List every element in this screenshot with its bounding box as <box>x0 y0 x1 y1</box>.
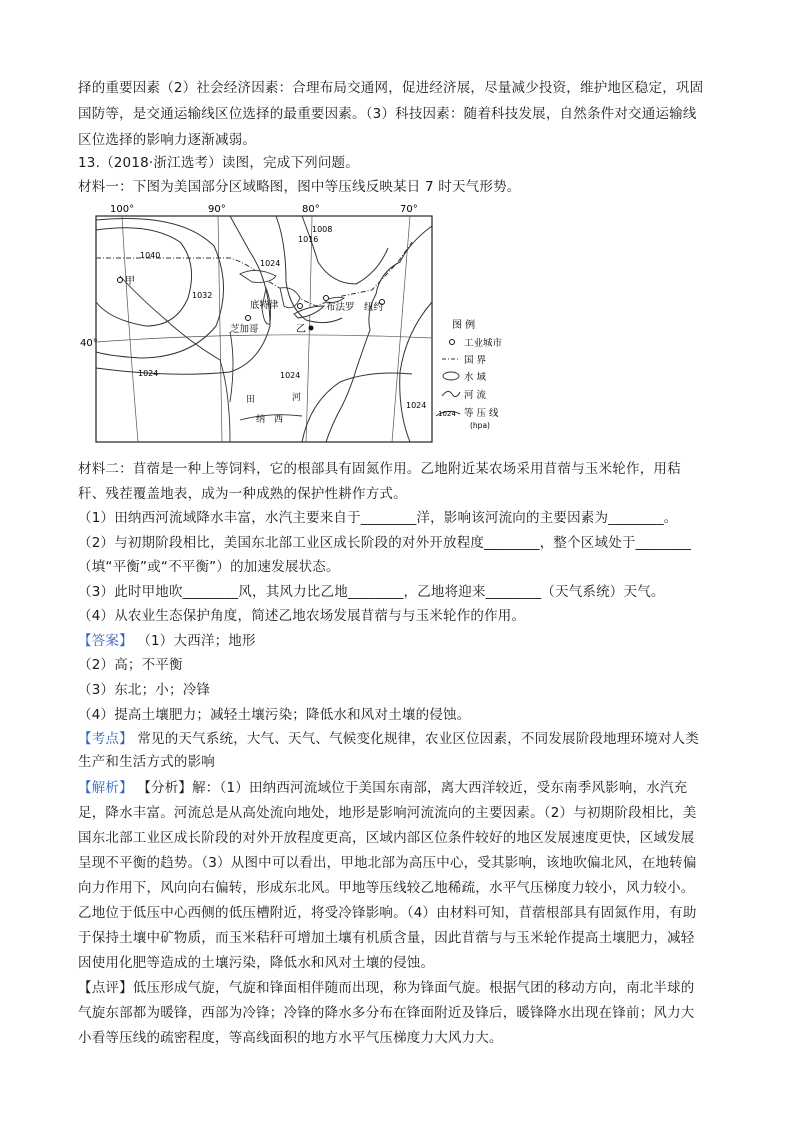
city-buffalo-label: 布法罗 <box>326 302 355 313</box>
answer-line: （4）提高土壤肥力；减轻土壤污染；降低水和风对土壤的侵蚀。 <box>78 707 471 723</box>
isobar-label: 1040 <box>140 251 161 260</box>
city-yi-marker <box>309 326 314 331</box>
answer-text: （1）大西洋；地形 <box>137 633 256 649</box>
legend-item: 等 压 线 <box>464 408 499 419</box>
city-chicago-marker <box>246 316 251 321</box>
jiexi-line <box>78 778 687 798</box>
river-label: 河 <box>292 393 302 403</box>
dianping-line: 小看等压线的疏密程度，等高线面积的地方水平气压梯度力大风力大。 <box>78 1030 503 1046</box>
legend-item: 水 域 <box>464 372 487 383</box>
isobar-label: 1024 <box>280 371 301 380</box>
kaodian-line: 生产和生活方式的影响 <box>78 754 215 770</box>
lon-label-100: 100° <box>110 204 135 215</box>
material-one-caption: 材料一：下图为美国部分区域略图，图中等压线反映某日 7 时天气形势。 <box>78 179 521 195</box>
legend-river-symbol <box>442 391 460 396</box>
jiexi-line: 于保持土壤中矿物质，而玉米秸秆可增加土壤有机质含量，因此苜蓿与与玉米轮作提高土壤肥力，减轻 <box>78 930 695 946</box>
paragraph-line: 区位选择的影响力逐渐减弱。 <box>78 132 257 148</box>
city-detroit-label: 底特律 <box>250 300 279 311</box>
paragraph-line: 国防等，是交通运输线区位选择的最重要因素。（3）科技因素：随着科技发展，自然条件对交通运输线 <box>78 106 697 122</box>
jiexi-line: 呈现不平衡的趋势。（3）从图中可以看出，甲地北部为高压中心，受其影响，该地吹偏北风，在地转偏 <box>78 855 697 871</box>
river-label: 西 <box>274 415 284 425</box>
answer-line: （3）东北；小；冷锋 <box>78 682 211 698</box>
isobar-label: 1008 <box>312 225 333 234</box>
legend-item: 河 流 <box>464 390 487 401</box>
city-jia-marker <box>118 278 123 283</box>
city-detroit-marker <box>298 304 303 309</box>
isobar-label: 1016 <box>298 235 319 244</box>
jiexi-line: 向力作用下，风向向右偏转，形成东北风。甲地等压线较乙地稀疏，水平气压梯度力较小，风力较小。 <box>78 880 695 896</box>
isobar-label: 1032 <box>192 291 213 300</box>
map-legend <box>436 318 503 430</box>
kaodian-text: 常见的天气系统，大气、天气、气候变化规律，农业区位因素，不同发展阶段地理环境对人类 <box>137 731 700 747</box>
map-frame <box>96 216 432 442</box>
jiexi-text: 【分析】解：（1）田纳西河流域位于美国东南部，离大西洋较近，受东南季风影响，水汽充 <box>137 780 688 796</box>
legend-city-symbol <box>450 340 455 345</box>
answer-tag: 【答案】 <box>78 633 133 649</box>
legend-item: 工业城市 <box>464 338 503 349</box>
isobar-label: 1024 <box>260 259 281 268</box>
river-label: 田 <box>246 395 256 405</box>
question-3: （3）此时甲地吹________风，其风力比乙地________，乙地将迎来________（天气系统）天气。 <box>78 584 665 600</box>
kaodian-line <box>78 729 699 749</box>
dianping-line: 【点评】低压形成气旋，气旋和锋面相伴随而出现，称为锋面气旋。根据气团的移动方向，南北半球的 <box>78 980 695 996</box>
question-2-cont: （填“平衡”或“不平衡”）的加速发展状态。 <box>78 559 340 575</box>
paragraph-line: 择的重要因素（2）社会经济因素：合理布局交通网，促进经济展，尽量减少投资，维护地区稳定，巩固 <box>78 80 704 96</box>
lon-label-80: 80° <box>302 204 320 215</box>
question-1: （1）田纳西河流域降水丰富，水汽主要来自于________洋，影响该河流向的主要因素为________。 <box>78 510 678 526</box>
answer-line <box>78 631 256 651</box>
lat-label-40: 40° <box>80 338 98 349</box>
lon-label-90: 90° <box>208 204 226 215</box>
kaodian-tag: 【考点】 <box>78 731 133 747</box>
legend-unit: (hpa) <box>470 421 490 430</box>
dianping-line: 气旋东部都为暖锋，西部为冷锋；冷锋的降水多分布在锋面附近及锋后，暖锋降水出现在锋前；风力大 <box>78 1005 695 1021</box>
legend-item: 国 界 <box>464 355 487 366</box>
answer-line: （2）高；不平衡 <box>78 657 183 673</box>
jiexi-line: 因使用化肥等造成的土壤污染，降低水和风对土壤的侵蚀。 <box>78 955 435 971</box>
paragraph-line: 材料二：苜蓿是一种上等饲料，它的根部具有固氮作用。乙地附近某农场采用苜蓿与玉米轮作，用秸 <box>78 461 681 477</box>
city-yi-label: 乙 <box>296 324 306 335</box>
city-chicago-label: 芝加哥 <box>230 324 259 335</box>
lon-label-70: 70° <box>400 204 418 215</box>
jiexi-line: 国东北部工业区成长阶段的对外开放程度更高，区域内部区位条件较好的地区发展速度更快，区域发展 <box>78 830 695 846</box>
river-label: 纳 <box>256 415 266 425</box>
us-region-map <box>80 202 540 446</box>
isobar-label: 1024 <box>406 401 427 410</box>
isobar-label: 1024 <box>138 369 159 378</box>
legend-isobar-sample: 1024 <box>438 410 456 418</box>
city-buffalo-marker <box>324 296 329 301</box>
legend-water-symbol <box>443 372 459 380</box>
question-4: （4）从农业生态保护角度，简述乙地农场发展苜蓿与与玉米轮作的作用。 <box>78 608 526 624</box>
question-2: （2）与初期阶段相比，美国东北部工业区成长阶段的对外开放程度________，整个区域处于________ <box>78 535 692 551</box>
city-newyork-label: 纽约 <box>364 302 384 313</box>
jiexi-tag: 【解析】 <box>78 780 133 796</box>
jiexi-line: 乙地位于低压中心西侧的低压槽附近，将受冷锋影响。（4）由材料可知，苜蓿根部具有固氮作用，有助 <box>78 905 697 921</box>
paragraph-line: 秆、残茬覆盖地表，成为一种成熟的保护性耕作方式。 <box>78 486 407 502</box>
jiexi-line: 足，降水丰富。河流总是从高处流向地处，地形是影响河流流向的主要因素。（2）与初期阶段相比，美 <box>78 805 697 821</box>
legend-title: 图 例 <box>452 320 476 331</box>
question-heading: 13.（2018·浙江选考）读图，完成下列问题。 <box>78 155 359 171</box>
city-jia-label: 甲 <box>125 276 135 287</box>
